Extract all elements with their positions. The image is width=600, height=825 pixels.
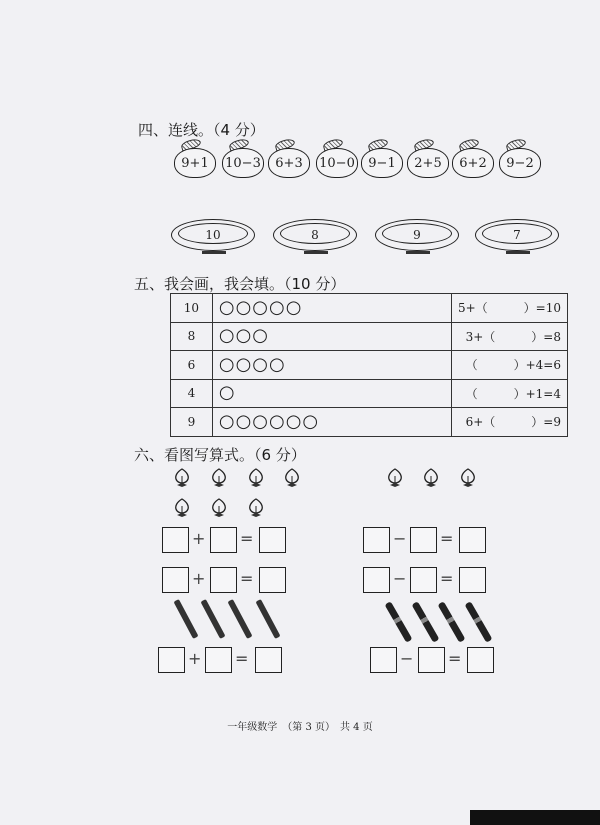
apple-expression-text: 10−0 [319,155,355,171]
peach-icon [387,468,403,488]
minus-sign: − [393,529,407,548]
plate-number-text: 10 [205,228,221,242]
table-row [171,379,568,408]
row-circles[interactable]: ○○○ [212,322,451,351]
answer-box[interactable] [162,567,189,593]
answer-box[interactable] [210,567,237,593]
minus-sign: − [393,569,407,588]
row-circles[interactable]: ○○○○○○ [212,408,451,437]
pencil-icon [200,599,225,639]
apple-expression[interactable] [452,148,494,178]
peach-icon [248,498,264,518]
row-equation[interactable]: （ ）+1=4 [451,379,567,408]
plate-base [406,251,430,254]
plate-base [506,251,530,254]
answer-box[interactable] [158,647,185,673]
answer-box[interactable] [370,647,397,673]
pencil-icon [255,599,280,639]
row-circles[interactable]: ○○○○ [212,351,451,380]
answer-box[interactable] [210,527,237,553]
plate-number[interactable] [475,219,559,251]
answer-box[interactable] [418,647,445,673]
peach-icon [174,498,190,518]
equals-sign: = [240,569,254,588]
plate-number[interactable] [273,219,357,251]
peach-icon [248,468,264,488]
section-4-title: 四、连线。（4 分） [138,121,265,139]
apple-expression-text: 9+1 [181,155,209,171]
minus-sign: − [400,649,414,668]
plate-number[interactable] [171,219,255,251]
row-number: 9 [171,408,213,437]
apple-expression-text: 2+5 [414,155,442,171]
apple-expression[interactable] [316,148,358,178]
plate-number-text: 8 [311,228,319,242]
answer-box[interactable] [255,647,282,673]
row-number: 10 [171,294,213,323]
answer-box[interactable] [410,527,437,553]
pencil-icon [173,599,198,639]
equals-sign: = [440,569,454,588]
plate-base [304,251,328,254]
peach-icon [460,468,476,488]
peach-icon [423,468,439,488]
row-equation[interactable]: 6+（ ）=9 [451,408,567,437]
row-equation[interactable]: 3+（ ）=8 [451,322,567,351]
answer-box[interactable] [162,527,189,553]
peach-icon [211,498,227,518]
answer-box[interactable] [259,527,286,553]
apple-expression[interactable] [222,148,264,178]
apple-expression[interactable] [268,148,310,178]
equals-sign: = [448,649,462,668]
plus-sign: + [192,529,206,548]
peach-icon [174,468,190,488]
pen-icon [464,601,492,643]
plate-base [202,251,226,254]
apple-expression-text: 9−2 [506,155,534,171]
plus-sign: + [192,569,206,588]
row-number: 6 [171,351,213,380]
table-row [171,294,568,323]
table-row [171,351,568,380]
apple-expression[interactable] [499,148,541,178]
answer-box[interactable] [363,527,390,553]
plate-number[interactable] [375,219,459,251]
pencil-icon [227,599,252,639]
apple-expression-text: 10−3 [225,155,261,171]
answer-box[interactable] [205,647,232,673]
equals-sign: = [235,649,249,668]
apple-expression[interactable] [361,148,403,178]
pen-icon [411,601,439,643]
section-5-title: 五、我会画，我会填。（10 分） [134,275,346,293]
apple-expression[interactable] [174,148,216,178]
row-circles[interactable]: ○○○○○ [212,294,451,323]
apple-expression-text: 6+2 [459,155,487,171]
table-row [171,408,568,437]
pen-icon [437,601,465,643]
section-6-title: 六、看图写算式。（6 分） [134,446,306,464]
apple-expression-text: 9−1 [368,155,396,171]
plus-sign: + [188,649,202,668]
row-circles[interactable]: ○ [212,379,451,408]
row-number: 8 [171,322,213,351]
pen-icon [384,601,412,643]
row-number: 4 [171,379,213,408]
scan-edge [470,810,600,825]
answer-box[interactable] [363,567,390,593]
plate-number-text: 9 [413,228,421,242]
apple-expression-text: 6+3 [275,155,303,171]
answer-box[interactable] [259,567,286,593]
table-row [171,322,568,351]
answer-box[interactable] [467,647,494,673]
page-footer: 一年级数学 （第 3 页） 共 4 页 [227,722,373,733]
row-equation[interactable]: （ ）+4=6 [451,351,567,380]
answer-box[interactable] [459,567,486,593]
peach-icon [211,468,227,488]
apple-expression[interactable] [407,148,449,178]
equals-sign: = [240,529,254,548]
plate-number-text: 7 [513,228,521,242]
answer-box[interactable] [459,527,486,553]
answer-box[interactable] [410,567,437,593]
peach-icon [284,468,300,488]
equals-sign: = [440,529,454,548]
draw-fill-table [170,293,568,437]
row-equation[interactable]: 5+（ ）=10 [451,294,567,323]
